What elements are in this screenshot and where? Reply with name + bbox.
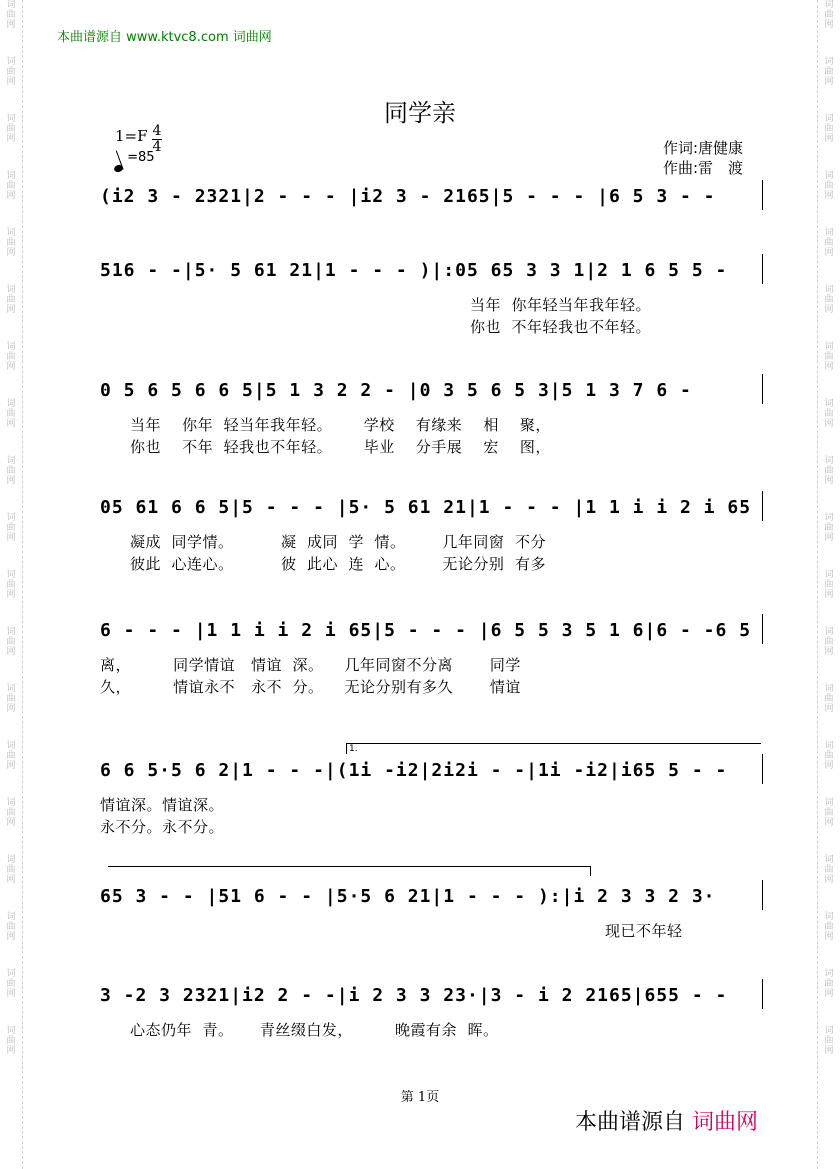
lyric-line: 离， 同学情谊 情谊 深。 几年同窗不分离 同学 [100, 656, 521, 674]
watermark-mark: 词 曲 网 [6, 0, 16, 30]
footer-site-name: 词曲网 [692, 1110, 759, 1135]
watermark-mark: 词 曲 网 [824, 684, 834, 714]
watermark-mark: 词 曲 网 [6, 855, 16, 885]
time-sig-top: 4 [152, 123, 162, 139]
notation-line: 05 61 6 6 5|5 - - - |5· 5 61 21|1 - - - |1 1 i i 2 i 65 [100, 497, 752, 518]
barline [762, 979, 763, 1009]
watermark-mark: 词 曲 网 [6, 456, 16, 486]
watermark-mark: 词 曲 网 [824, 456, 834, 486]
watermark-mark: 词 曲 网 [6, 57, 16, 87]
notation-line: 6 6 5·5 6 2|1 - - -|(1i -i2|2i2i - -|1i -i2|i65 5 - - [100, 760, 728, 781]
watermark-mark: 词 曲 网 [6, 798, 16, 828]
watermark-mark: 词 曲 网 [6, 513, 16, 543]
watermark-mark: 词 曲 网 [824, 855, 834, 885]
volta-bracket-1 [346, 743, 761, 754]
lyric-line: 情谊深。情谊深。 [100, 796, 225, 814]
lyric-line: 彼此 心连心。 彼 此心 连 心。 无论分别 有多 [130, 555, 546, 573]
composer-credit: 作曲:雷 渡 [663, 159, 744, 177]
barline [762, 254, 763, 284]
time-sig-bottom: 4 [152, 139, 162, 155]
watermark-mark: 词 曲 网 [824, 399, 834, 429]
watermark-mark: 词 曲 网 [6, 342, 16, 372]
watermark-mark: 词 曲 网 [824, 57, 834, 87]
barline [762, 754, 763, 784]
watermark-mark: 词 曲 网 [6, 1026, 16, 1056]
lyric-line: 心态仍年 青。 青丝缀白发， 晚霞有余 晖。 [130, 1021, 499, 1039]
notation-line: 6 - - - |1 1 i i 2 i 65|5 - - - |6 5 5 3 5 1 6|6 - -6 5 [100, 620, 752, 641]
volta-bracket-end [590, 866, 591, 876]
watermark-mark: 词 曲 网 [6, 228, 16, 258]
watermark-mark: 词 曲 网 [6, 741, 16, 771]
watermark-mark: 词 曲 网 [6, 171, 16, 201]
score-row [100, 260, 765, 300]
notation-line: (i2 3 - 2321|2 - - - |i2 3 - 2165|5 - - - |6 5 3 - - [100, 186, 716, 207]
volta-label: 1. [349, 744, 358, 754]
watermark-mark: 词 曲 网 [824, 285, 834, 315]
left-margin-line [22, 0, 23, 1169]
watermark-mark: 词 曲 网 [824, 1026, 834, 1056]
lyric-line: 你也 不年轻我也不年轻。 [470, 318, 652, 336]
barline [762, 880, 763, 910]
watermark-mark: 词 曲 网 [824, 228, 834, 258]
notation-line: 516 - -|5· 5 61 21|1 - - - )|:05 65 3 3 1|2 1 6 5 5 - [100, 260, 728, 281]
watermark-mark: 词 曲 网 [824, 570, 834, 600]
volta-bracket-continuation [108, 866, 590, 867]
watermark-mark: 词 曲 网 [824, 969, 834, 999]
watermark-mark: 词 曲 网 [824, 627, 834, 657]
lyric-line: 当年 你年轻当年我年轻。 [470, 296, 652, 314]
watermark-mark: 词 曲 网 [824, 798, 834, 828]
watermark-mark: 词 曲 网 [6, 627, 16, 657]
watermark-mark: 词 曲 网 [824, 114, 834, 144]
watermark-mark: 词 曲 网 [6, 969, 16, 999]
watermark-mark: 词 曲 网 [6, 912, 16, 942]
lyric-line: 永不分。永不分。 [100, 818, 225, 836]
source-header: 本曲谱源自 www.ktvc8.com 词曲网 [57, 30, 272, 45]
right-watermark-strip [822, 0, 836, 1169]
key-signature: 1=F [115, 127, 148, 145]
barline [762, 614, 763, 644]
page-number: 第 1页 [400, 1090, 440, 1105]
tempo-value: =85 [127, 150, 155, 165]
notation-line: 3 -2 3 2321|i2 2 - -|i 2 3 3 23·|3 - i 2 2165|655 - - [100, 985, 728, 1006]
watermark-mark: 词 曲 网 [824, 0, 834, 30]
left-watermark-strip [4, 0, 18, 1169]
footer-source [575, 1105, 758, 1136]
lyric-line: 现已不年轻 [605, 922, 683, 940]
score-row [100, 186, 765, 226]
watermark-mark: 词 曲 网 [824, 912, 834, 942]
barline [762, 491, 763, 521]
right-margin-line [817, 0, 818, 1169]
barline [762, 374, 763, 404]
watermark-mark: 词 曲 网 [824, 342, 834, 372]
watermark-mark: 词 曲 网 [824, 513, 834, 543]
watermark-mark: 词 曲 网 [824, 741, 834, 771]
barline [762, 180, 763, 210]
watermark-mark: 词 曲 网 [6, 114, 16, 144]
quarter-note-icon [113, 164, 124, 174]
watermark-mark: 词 曲 网 [6, 570, 16, 600]
notation-line: 65 3 - - |51 6 - - |5·5 6 21|1 - - - ):|i 2 3 3 2 3· [100, 886, 716, 907]
lyricist-credit: 作词:唐健康 [663, 139, 744, 157]
footer-source-label: 本曲谱源自 [575, 1110, 686, 1135]
lyric-line: 凝成 同学情。 凝 成同 学 情。 几年同窗 不分 [130, 533, 546, 551]
song-title: 同学亲 [384, 99, 456, 127]
tempo-marking [114, 150, 155, 165]
notation-line: 0 5 6 5 6 6 5|5 1 3 2 2 - |0 3 5 6 5 3|5 1 3 7 6 - [100, 380, 692, 401]
watermark-mark: 词 曲 网 [6, 285, 16, 315]
watermark-mark: 词 曲 网 [6, 399, 16, 429]
lyric-line: 当年 你年 轻当年我年轻。 学校 有缘来 相 聚， [130, 416, 551, 434]
lyric-line: 久， 情谊永不 永不 分。 无论分别有多久 情谊 [100, 678, 521, 696]
watermark-mark: 词 曲 网 [6, 684, 16, 714]
lyric-line: 你也 不年 轻我也不年轻。 毕业 分手展 宏 图， [130, 438, 551, 456]
watermark-mark: 词 曲 网 [824, 171, 834, 201]
